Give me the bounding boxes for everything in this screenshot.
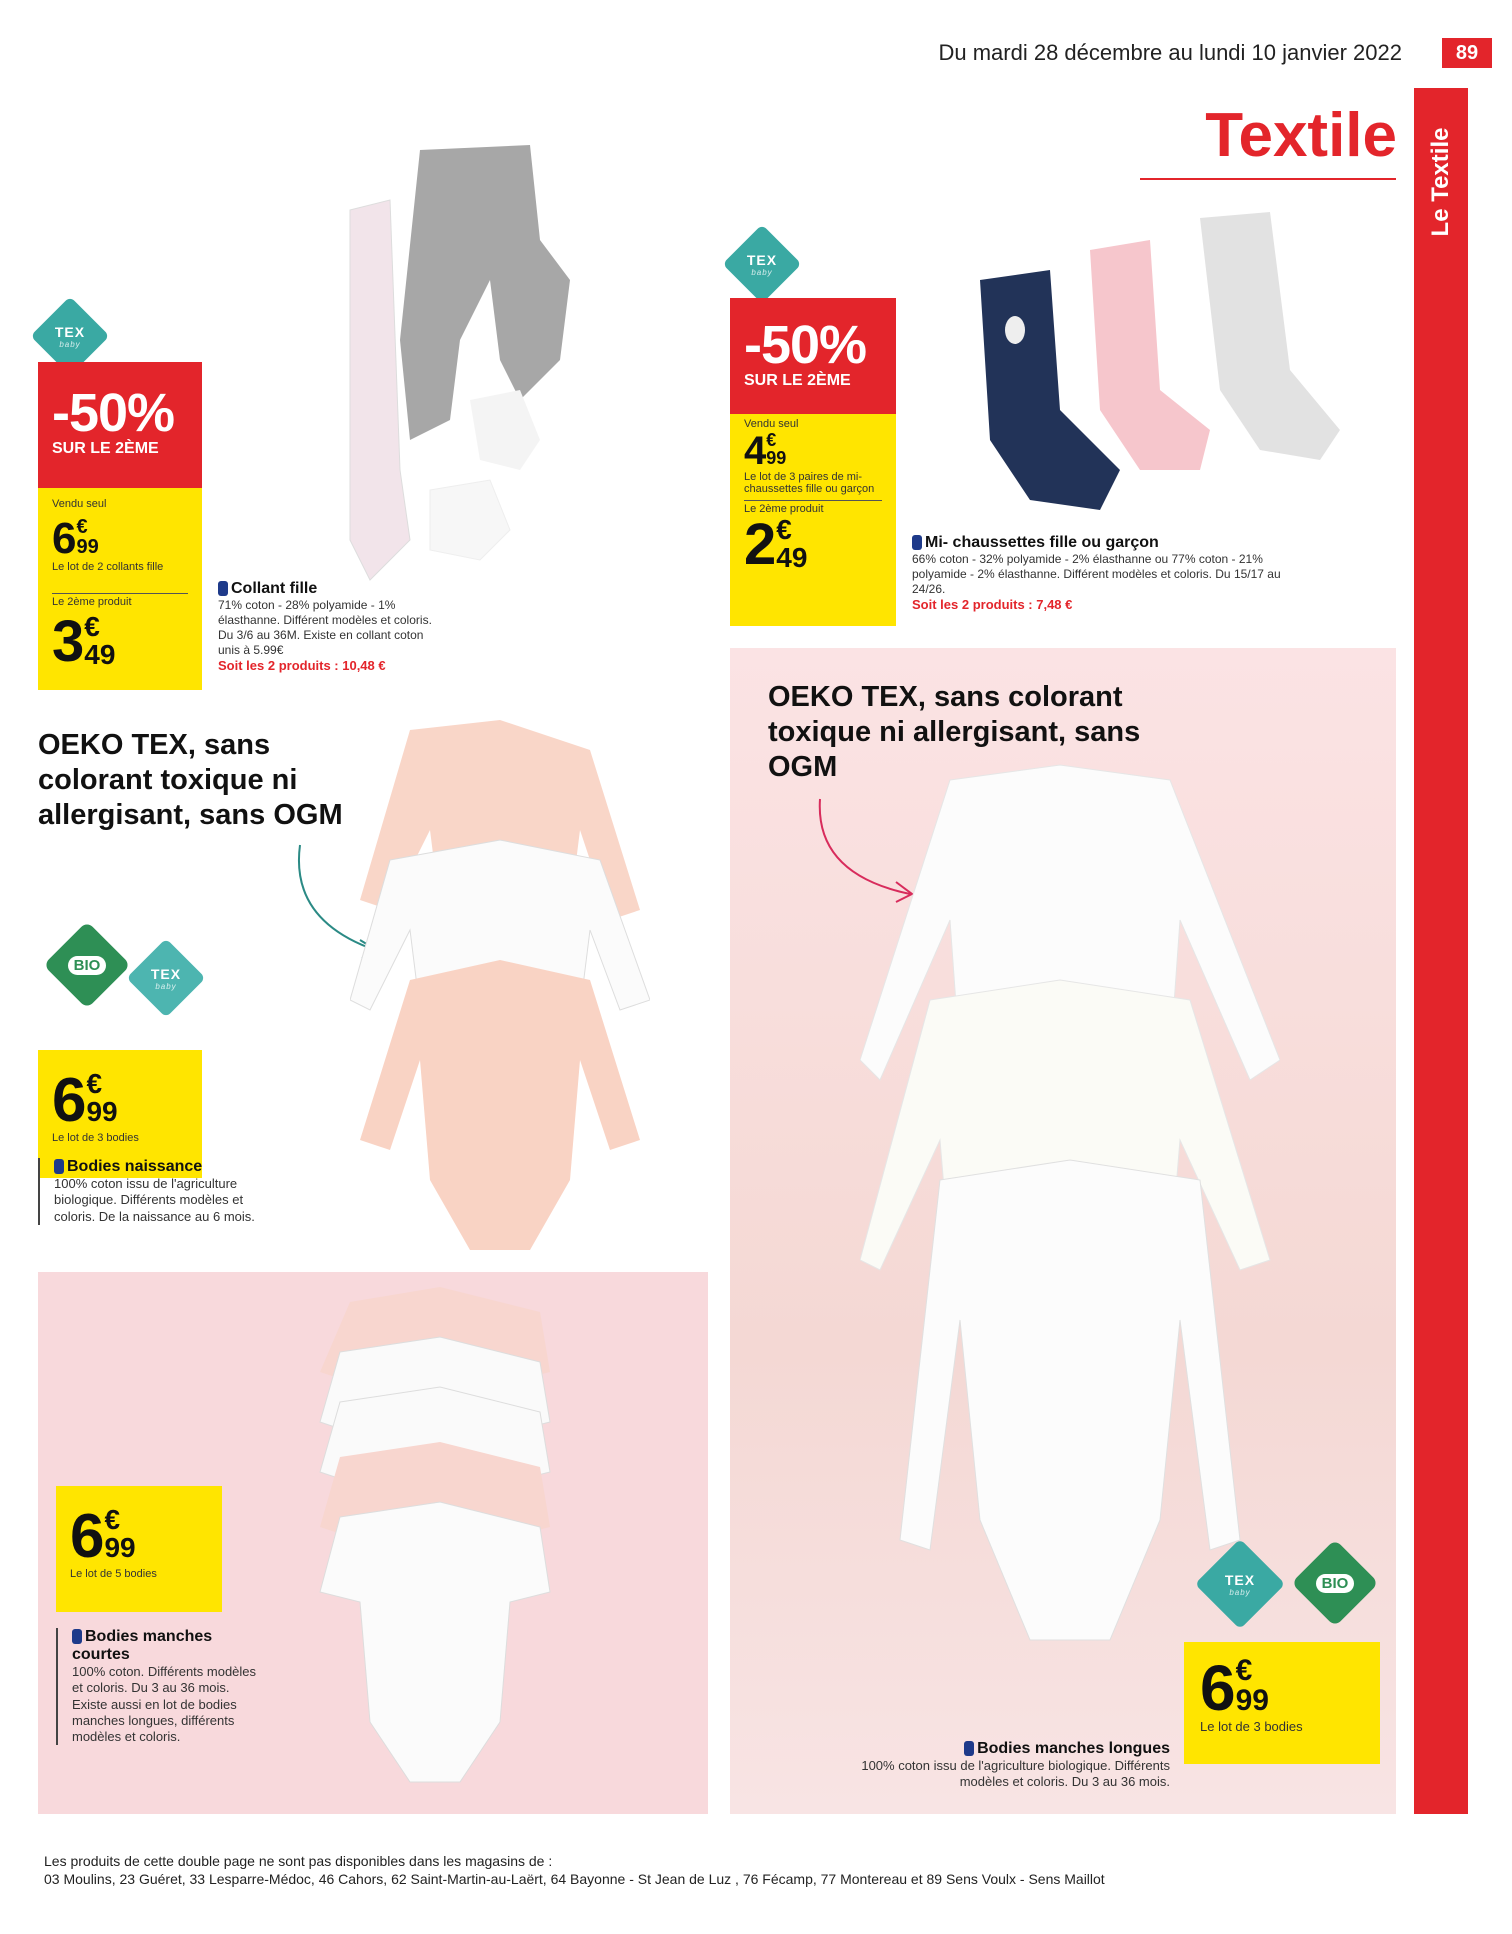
bodies-courtes-price-box: 6€ 99 Le lot de 5 bodies: [56, 1486, 222, 1612]
bodies-naissance-info: Bodies naissance 100% coton issu de l'agriculture biologique. Différents modèles et coloris. De la naissance au 6 mois.: [38, 1158, 264, 1225]
info-icon: [964, 1741, 974, 1756]
oeko-tex-claim: OEKO TEX, sans colorant toxique ni allergisant, sans OGM: [38, 729, 343, 831]
collant-image: [340, 140, 620, 590]
promo-50-badge: -50% SUR LE 2ÈME: [730, 298, 896, 414]
chaussettes-info: Mi- chaussettes fille ou garçon 66% coton - 32% polyamide - 2% élasthanne ou 77% coton - 21% polyamide - 2% élasthanne. Différent modèles et coloris. Du 15/17 au 24/26. Soit les 2 produits : 7,48 €: [912, 534, 1281, 612]
tex-badge: TEX baby: [1195, 1539, 1286, 1630]
bio-badge: BIO: [43, 921, 131, 1009]
promo-50-badge: -50% SUR LE 2ÈME: [38, 362, 202, 488]
bodies-longues-price-box: 6€ 99 Le lot de 3 bodies: [1184, 1642, 1380, 1764]
collant-info: Collant fille 71% coton - 28% polyamide - 1% élasthanne. Différent modèles et coloris. Du 3/6 au 36M. Existe en collant coton unis à 5.99€ Soit les 2 produits : 10,48 €: [218, 580, 432, 673]
tex-badge: TEX baby: [126, 938, 205, 1017]
info-icon: [72, 1629, 82, 1644]
oeko-tex-claim: OEKO TEX, sans colorant toxique ni allergisant, sans OGM: [768, 681, 1141, 783]
bodies-courtes-image: [310, 1282, 560, 1802]
bodies-longues-image: [860, 760, 1280, 1660]
title-underline: [1140, 178, 1396, 180]
section-title: Textile: [1205, 101, 1397, 170]
tex-badge: TEX baby: [30, 296, 109, 375]
chaussettes-image: [970, 210, 1350, 520]
page-number: 89: [1442, 38, 1492, 68]
bodies-naissance-image: [350, 710, 650, 1270]
tex-badge: TEX baby: [722, 224, 801, 303]
collant-price-box: Vendu seul 6€ 99 Le lot de 2 collants fille Le 2ème produit 3€ 49: [38, 488, 202, 690]
side-tab-label: Le Textile: [1427, 127, 1454, 237]
info-icon: [912, 535, 922, 550]
footer-note: Les produits de cette double page ne sont pas disponibles dans les magasins de : 03 Moulins, 23 Guéret, 33 Lesparre-Médoc, 46 Cahors, 62 Saint-Martin-au-Laërt, 64 Bayonne - St Jean de Luz , 76 Fécamp, 77 Montereau et 89 Sens Voulx - Sens Maillot: [44, 1853, 1105, 1888]
side-tab: [1414, 88, 1468, 1814]
info-icon: [54, 1159, 64, 1174]
date-range: Du mardi 28 décembre au lundi 10 janvier 2022: [938, 40, 1402, 65]
bodies-naissance-price-box: 6€ 99 Le lot de 3 bodies: [38, 1050, 202, 1178]
info-icon: [218, 581, 228, 596]
chaussettes-price-box: Vendu seul 4€ 99 Le lot de 3 paires de mi-chaussettes fille ou garçon Le 2ème produit 2€ 49: [730, 414, 896, 626]
bodies-courtes-info: Bodies manches courtes 100% coton. Différents modèles et coloris. Du 3 au 36 mois. Existe aussi en lot de bodies manches longues, différents modèles et coloris.: [56, 1628, 268, 1745]
bodies-longues-info: Bodies manches longues 100% coton issu de l'agriculture biologique. Différents modèles et coloris. Du 3 au 36 mois.: [861, 1740, 1170, 1790]
bio-badge: BIO: [1291, 1539, 1379, 1627]
